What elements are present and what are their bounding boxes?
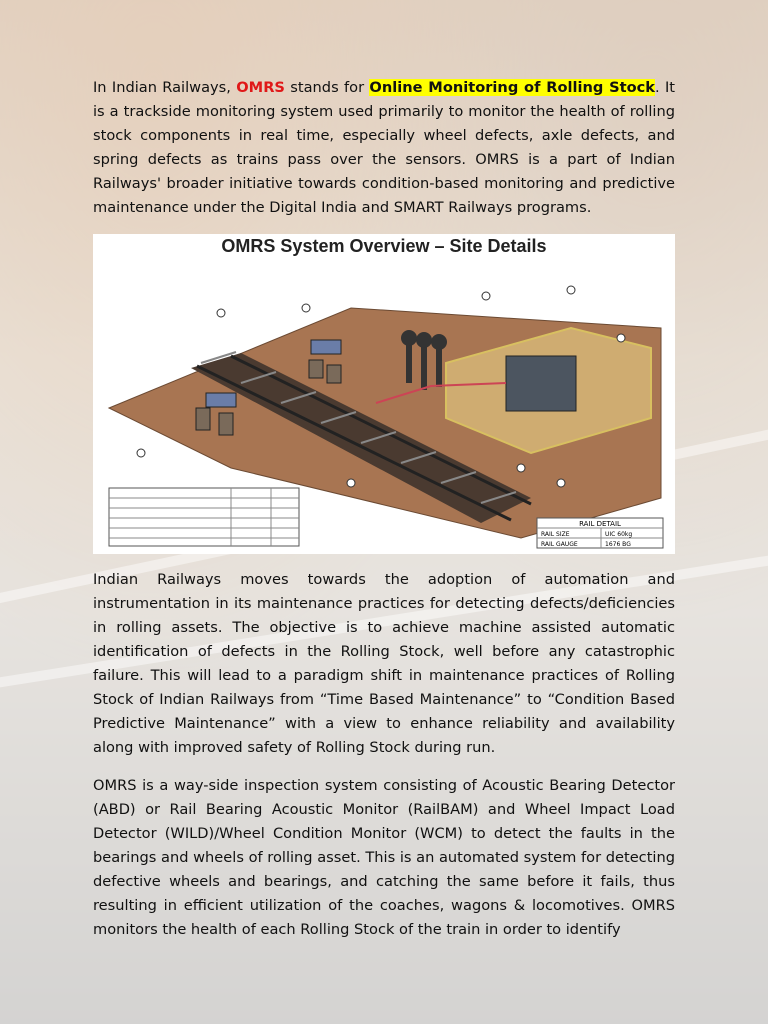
site-illustration [101,268,667,550]
rail-gauge-label: RAIL GAUGE [541,541,578,548]
intro-text: . It is a trackside monitoring system used primarily to monitor the health of rolling stock components in real time, especially wheel defects, axle defects, and spring defects as trains pass over the sensors. OMRS is a part of Indian Railways' broader initiative towards condition-based monitoring and predictive maintenance under the Digital India and SMART Railways programs. [93,79,675,216]
rail-size-label: RAIL SIZE [541,531,570,538]
rail-detail-table [537,518,663,548]
sensor-poles [401,330,447,390]
document-body [93,76,675,956]
detector-box [311,340,341,354]
omrs-full-name: Online Monitoring of Rolling Stock [369,79,655,96]
rail-gauge-value: 1676 BG [605,541,631,548]
detector-box [206,393,236,407]
rail-detail-label: RAIL DETAIL [579,520,621,528]
intro-text: stands for [284,79,370,96]
sensor-cabinet [219,413,233,435]
paragraph-omrs-system: OMRS is a way-side inspection system consisting of Acoustic Bearing Detector (ABD) or Rail Bearing Acoustic Monitor (RailBAM) and Wheel Impact Load Detector (WILD)/Wheel Condition Monitor (WCM) to detect the faults in the bearings and wheels of rolling asset. This is an automated system for detecting defective wheels and bearings, and catching the same before it fails, thus resulting in efficient utilization of the coaches, wagons & locomotives. OMRS monitors the health of each Rolling Stock of the train in order to identify [93,777,675,938]
parts-table [109,488,299,546]
paragraph-automation: Indian Railways moves towards the adoption of automation and instrumentation in its maintenance practices for detecting defects/deficiencies in rolling assets. The objective is to achieve machine assisted automatic identification of defects in the Rolling Stock, well before any catastrophic failure. This will lead to a paradigm shift in maintenance practices of Rolling Stock of Indian Railways from “Time Based Maintenance” to “Condition Based Predictive Maintenance” with a view to enhance reliability and availability along with improved safety of Rolling Stock during run. [93,571,675,756]
figure-title: OMRS System Overview – Site Details [221,236,547,256]
intro-paragraph [93,76,675,220]
sensor-cabinet [196,408,210,430]
sensor-cabinet [327,365,341,383]
intro-text: In Indian Railways, [93,79,237,96]
omrs-site-diagram [93,234,675,554]
equipment-hut [506,356,576,411]
omrs-acronym: OMRS [236,79,285,96]
rail-size-value: UIC 60kg [605,531,633,538]
sensor-cabinet [309,360,323,378]
